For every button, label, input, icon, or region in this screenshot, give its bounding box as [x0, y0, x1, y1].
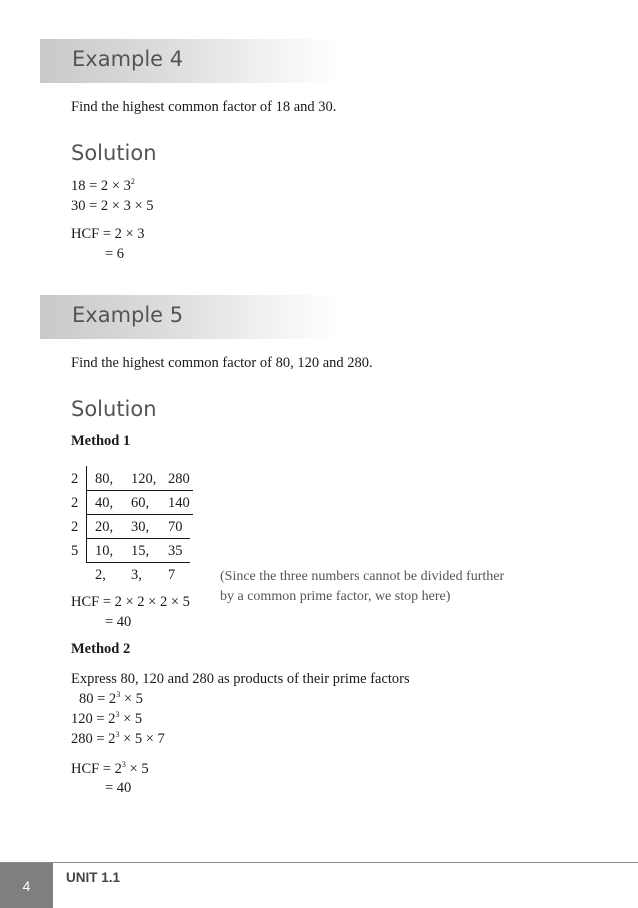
method-2-line-120: $120 = 2^3 \times 5$: [71, 710, 143, 727]
example-4-hcf-line-2: = 6: [105, 246, 125, 262]
method-2-line-80: $80 = 2^3 \times 5$: [79, 690, 143, 707]
ladder-divisor: 2: [71, 471, 79, 487]
ladder-cell: 70: [168, 519, 183, 535]
example-5-question: Find the highest common factor of 80, 120 and 280.: [71, 355, 373, 371]
ladder-cell: 80,: [95, 471, 114, 487]
ladder-cell: 35: [168, 543, 183, 559]
method-2-hcf-line-1: HCF = $2^3 \times 5$: [71, 760, 149, 777]
method-2-hcf-line-2: = 40: [105, 780, 132, 796]
method-1-hcf-line-2: = 40: [105, 614, 132, 630]
method-2-intro: Express 80, 120 and 280 as products of their prime factors: [71, 671, 410, 687]
ladder-cell: 60,: [131, 495, 150, 511]
unit-label: UNIT 1.1: [66, 870, 121, 885]
example-4-solution-heading: Solution: [71, 141, 157, 165]
example-4-line-30: 30 = 2 × 3 × 5: [71, 198, 154, 214]
ladder-rule-1: [86, 490, 193, 491]
example-4-title: Example 4: [72, 47, 184, 71]
method-1-note-line-2: by a common prime factor, we stop here): [220, 589, 451, 604]
method-2-line-280: $280 = 2^3 \times 5 \times 7$: [71, 730, 165, 747]
ladder-divisor: 2: [71, 495, 79, 511]
example-5-solution-heading: Solution: [71, 397, 157, 421]
ladder-cell: 10,: [95, 543, 114, 559]
example-4-question: Find the highest common factor of 18 and 30.: [71, 99, 337, 115]
method-1-note-line-1: (Since the three numbers cannot be divided further: [220, 569, 505, 584]
ladder-cell: 120,: [131, 471, 157, 487]
method-2-heading: Method 2: [71, 641, 131, 657]
example-4-banner: [40, 39, 340, 83]
ladder-cell: 280: [168, 471, 190, 487]
example-4-hcf-line-1: HCF = 2 × 3: [71, 226, 145, 242]
example-5-banner: [40, 295, 340, 339]
ladder-divisor: 2: [71, 519, 79, 535]
footer-rule: [0, 862, 638, 863]
ladder-result-cell: 2,: [95, 567, 106, 583]
ladder-cell: 140: [168, 495, 190, 511]
page-number: 4: [0, 863, 53, 908]
ladder-rule-4: [86, 562, 190, 563]
ladder-rule-3: [86, 538, 190, 539]
example-5-title: Example 5: [72, 303, 184, 327]
example-4-line-18: $18 = 2 \times 3^2$: [71, 177, 135, 194]
ladder-cell: 15,: [131, 543, 150, 559]
ladder-cell: 30,: [131, 519, 150, 535]
ladder-result-cell: 7: [168, 567, 176, 583]
ladder-result-cell: 3,: [131, 567, 142, 583]
ladder-cell: 40,: [95, 495, 114, 511]
ladder-rule-2: [86, 514, 193, 515]
ladder-divisor: 5: [71, 543, 79, 559]
ladder-cell: 20,: [95, 519, 114, 535]
method-1-heading: Method 1: [71, 433, 131, 449]
method-1-hcf-line-1: HCF = 2 × 2 × 2 × 5: [71, 594, 190, 610]
